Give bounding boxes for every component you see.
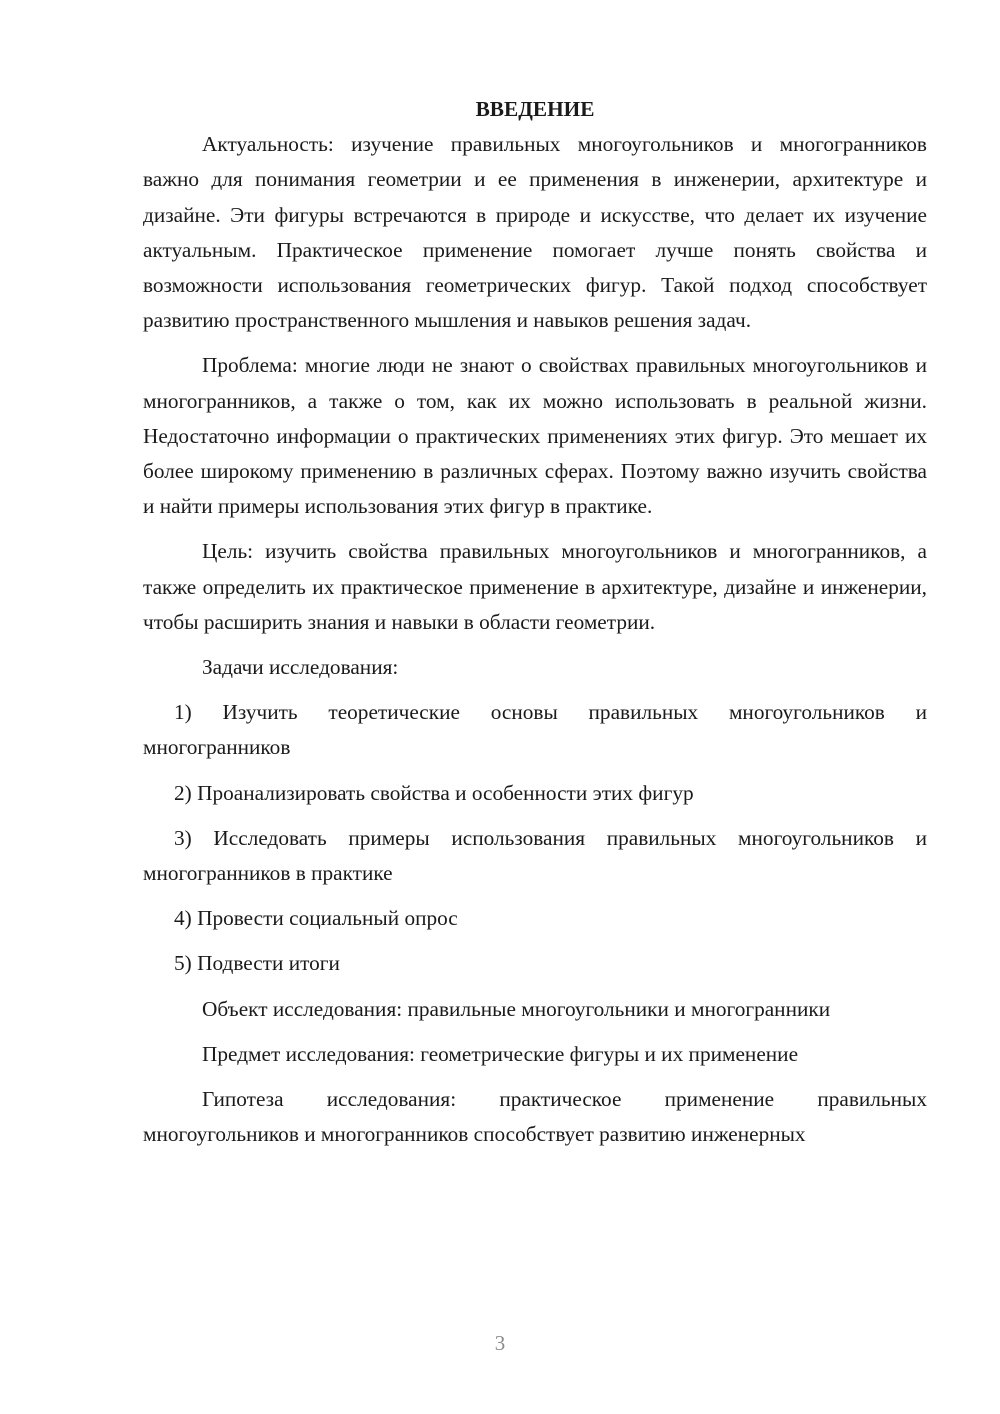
object-paragraph: Объект исследования: правильные многоугольники и многогранники — [202, 996, 831, 1021]
page-number: 3 — [494, 1331, 506, 1355]
task-item-2: 2) Проанализировать свойства и особенности этих фигур — [174, 780, 694, 805]
task-item-1: 1) Изучить теоретические основы правильных многоугольников и многогранников — [143, 700, 927, 760]
task-item-3: 3) Исследовать примеры использования правильных многоугольников и многогранников в практике — [143, 825, 927, 886]
task-item-5: 5) Подвести итоги — [174, 951, 340, 976]
section-title: ВВЕДЕНИЕ — [475, 97, 595, 121]
subject-paragraph: Предмет исследования: геометрические фигуры и их применение — [202, 1041, 799, 1066]
relevance-paragraph: Актуальность: изучение правильных многоугольников и многогранников важно для понимания геометрии и ее применения в инженерии, архитектуре и дизайне. Эти фигуры встречаются в природе и искусстве, что делает их изучение актуальным. Практическое применение помогает лучше понять свойства и возможности использования геометрических фигур. Такой подход способствует развитию пространственного мышления и навыков решения задач. — [143, 132, 927, 333]
document-page — [143, 92, 927, 1152]
goal-paragraph: Цель: изучить свойства правильных многоугольников и многогранников, а также определить их практическое применение в архитектуре, дизайне и инженерии, чтобы расширить знания и навыки в области геометрии. — [143, 539, 927, 634]
task-item-4: 4) Провести социальный опрос — [174, 906, 458, 931]
hypothesis-paragraph: Гипотеза исследования: практическое применение правильных многоугольников и многогранников способствует развитию инженерных — [143, 1087, 927, 1147]
problem-paragraph: Проблема: многие люди не знают о свойствах правильных многоугольников и многогранников, а также о том, как их можно использовать в реальной жизни. Недостаточно информации о практических применениях этих фигур. Это мешает их более широкому применению в различных сферах. Поэтому важно изучить свойства и найти примеры использования этих фигур в практике. — [143, 353, 927, 519]
tasks-heading: Задачи исследования: — [202, 655, 399, 680]
